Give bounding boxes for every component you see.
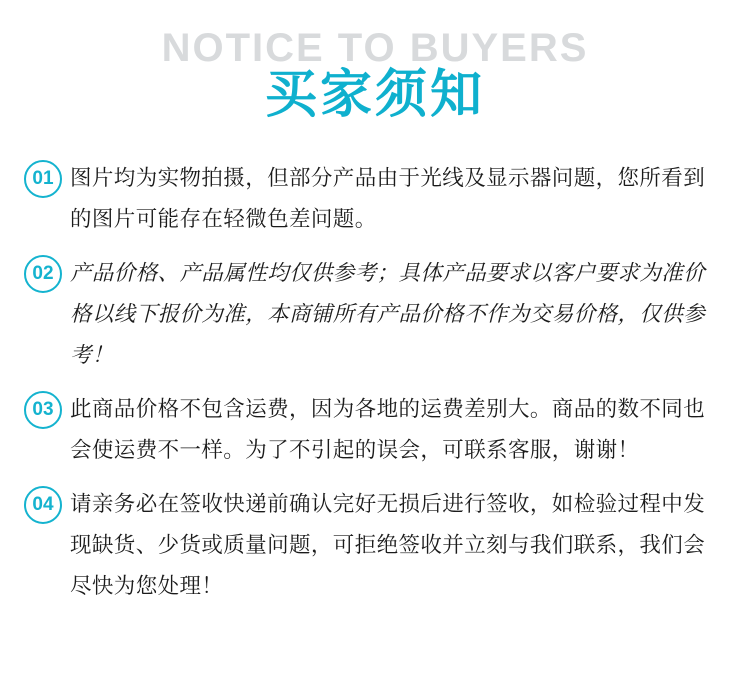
notice-text: 图片均为实物拍摄，但部分产品由于光线及显示器问题，您所看到的图片可能存在轻微色差问题。 (70, 166, 706, 232)
notice-list (0, 140, 750, 607)
notice-text: 产品价格、产品属性均仅供参考；具体产品要求以客户要求为准价格以线下报价为准，本商铺所有产品价格不作为交易价格，仅供参考！ (70, 261, 706, 368)
notice-number-badge: 01 (24, 160, 62, 198)
notice-number-badge: 03 (24, 391, 62, 429)
page-header (0, 0, 750, 140)
notice-text: 此商品价格不包含运费，因为各地的运费差别大。商品的数不同也会使运费不一样。为了不引起的误会，可联系客服，谢谢！ (70, 397, 706, 463)
notice-number-badge: 04 (24, 486, 62, 524)
header-watermark-text: NOTICE TO BUYERS (161, 26, 589, 70)
list-item (22, 484, 716, 607)
list-item (22, 389, 716, 471)
notice-number-badge: 02 (24, 255, 62, 293)
page-title: 买家须知 (264, 65, 485, 125)
list-item (22, 158, 716, 240)
list-item (22, 253, 716, 376)
notice-text: 请亲务必在签收快递前确认完好无损后进行签收，如检验过程中发现缺货、少货或质量问题，可拒绝签收并立刻与我们联系，我们会尽快为您处理！ (70, 492, 706, 599)
